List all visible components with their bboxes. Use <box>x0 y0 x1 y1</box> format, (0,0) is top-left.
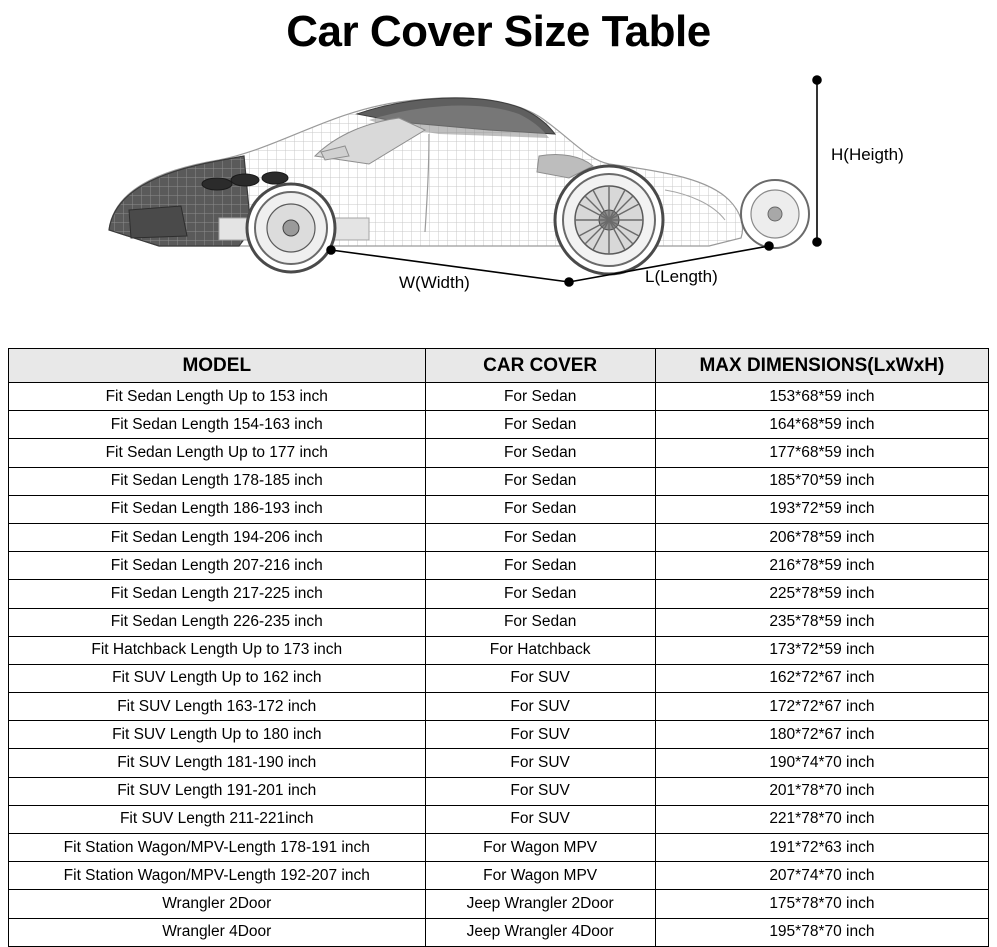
cell-car-cover: For Wagon MPV <box>425 834 655 862</box>
cell-max-dimensions: 164*68*59 inch <box>655 411 988 439</box>
car-dimension-diagram <box>0 60 997 305</box>
cell-max-dimensions: 153*68*59 inch <box>655 383 988 411</box>
width-label: W(Width) <box>398 273 470 293</box>
cell-model: Fit Sedan Length 207-216 inch <box>9 552 426 580</box>
cell-model: Fit SUV Length Up to 180 inch <box>9 721 426 749</box>
column-header-max-dimensions: MAX DIMENSIONS(LxWxH) <box>655 349 988 383</box>
table-row <box>9 608 989 636</box>
far-wheel <box>741 180 809 248</box>
cell-max-dimensions: 235*78*59 inch <box>655 608 988 636</box>
cell-model: Fit Sedan Length 154-163 inch <box>9 411 426 439</box>
cell-max-dimensions: 221*78*70 inch <box>655 805 988 833</box>
table-row <box>9 439 989 467</box>
cell-max-dimensions: 191*72*63 inch <box>655 834 988 862</box>
table-row <box>9 523 989 551</box>
cell-max-dimensions: 195*78*70 inch <box>655 918 988 946</box>
cell-car-cover: For SUV <box>425 777 655 805</box>
cell-model: Fit Sedan Length 226-235 inch <box>9 608 426 636</box>
cell-max-dimensions: 206*78*59 inch <box>655 523 988 551</box>
table-row <box>9 862 989 890</box>
table-row <box>9 664 989 692</box>
size-table-container <box>8 348 989 943</box>
cell-model: Fit Sedan Length 194-206 inch <box>9 523 426 551</box>
cell-max-dimensions: 225*78*59 inch <box>655 580 988 608</box>
cell-car-cover: For Sedan <box>425 411 655 439</box>
cell-car-cover: For SUV <box>425 749 655 777</box>
cell-model: Fit Sedan Length Up to 177 inch <box>9 439 426 467</box>
table-header-row <box>9 349 989 383</box>
table-row <box>9 636 989 664</box>
cell-model: Fit Hatchback Length Up to 173 inch <box>9 636 426 664</box>
table-row <box>9 552 989 580</box>
cell-model: Fit Sedan Length 178-185 inch <box>9 467 426 495</box>
length-label: L(Length) <box>644 267 718 287</box>
car-diagram-svg <box>69 60 929 300</box>
column-header-model: MODEL <box>9 349 426 383</box>
table-row <box>9 467 989 495</box>
cell-model: Fit Station Wagon/MPV-Length 178-191 inch <box>9 834 426 862</box>
table-body <box>9 383 989 947</box>
cell-car-cover: For Sedan <box>425 552 655 580</box>
cell-model: Fit Sedan Length 217-225 inch <box>9 580 426 608</box>
page-title: Car Cover Size Table <box>286 7 711 56</box>
cell-model: Fit SUV Length 191-201 inch <box>9 777 426 805</box>
cell-car-cover: For Sedan <box>425 439 655 467</box>
table-row <box>9 918 989 946</box>
cell-car-cover: For Sedan <box>425 523 655 551</box>
table-row <box>9 777 989 805</box>
cell-max-dimensions: 180*72*67 inch <box>655 721 988 749</box>
cell-car-cover: For SUV <box>425 721 655 749</box>
cell-model: Fit SUV Length Up to 162 inch <box>9 664 426 692</box>
cell-car-cover: For Sedan <box>425 608 655 636</box>
table-row <box>9 749 989 777</box>
cell-max-dimensions: 172*72*67 inch <box>655 693 988 721</box>
rear-wheel <box>555 166 663 274</box>
size-table <box>8 348 989 947</box>
front-wheel <box>247 184 335 272</box>
table-row <box>9 693 989 721</box>
cell-max-dimensions: 177*68*59 inch <box>655 439 988 467</box>
table-row <box>9 580 989 608</box>
cell-car-cover: For Sedan <box>425 467 655 495</box>
table-row <box>9 834 989 862</box>
cell-car-cover: For Sedan <box>425 383 655 411</box>
cell-car-cover: Jeep Wrangler 2Door <box>425 890 655 918</box>
table-row <box>9 805 989 833</box>
cell-max-dimensions: 201*78*70 inch <box>655 777 988 805</box>
table-header <box>9 349 989 383</box>
cell-max-dimensions: 216*78*59 inch <box>655 552 988 580</box>
cell-max-dimensions: 190*74*70 inch <box>655 749 988 777</box>
cell-car-cover: For SUV <box>425 805 655 833</box>
cell-model: Fit SUV Length 163-172 inch <box>9 693 426 721</box>
cell-car-cover: For SUV <box>425 693 655 721</box>
table-row <box>9 383 989 411</box>
cell-model: Fit Sedan Length Up to 153 inch <box>9 383 426 411</box>
height-dimension <box>813 76 821 246</box>
car-body-group <box>109 98 809 274</box>
table-row <box>9 721 989 749</box>
cell-model: Wrangler 4Door <box>9 918 426 946</box>
cell-max-dimensions: 185*70*59 inch <box>655 467 988 495</box>
cell-model: Fit SUV Length 211-221inch <box>9 805 426 833</box>
cell-max-dimensions: 162*72*67 inch <box>655 664 988 692</box>
cell-model: Wrangler 2Door <box>9 890 426 918</box>
cell-model: Fit Sedan Length 186-193 inch <box>9 495 426 523</box>
cell-max-dimensions: 207*74*70 inch <box>655 862 988 890</box>
cell-max-dimensions: 193*72*59 inch <box>655 495 988 523</box>
table-row <box>9 890 989 918</box>
column-header-car-cover: CAR COVER <box>425 349 655 383</box>
cell-model: Fit Station Wagon/MPV-Length 192-207 inch <box>9 862 426 890</box>
table-row <box>9 495 989 523</box>
cell-car-cover: For Sedan <box>425 495 655 523</box>
cell-car-cover: For Sedan <box>425 580 655 608</box>
table-row <box>9 411 989 439</box>
cell-model: Fit SUV Length 181-190 inch <box>9 749 426 777</box>
cell-max-dimensions: 173*72*59 inch <box>655 636 988 664</box>
cell-car-cover: For Hatchback <box>425 636 655 664</box>
height-label: H(Heigth) <box>830 145 904 165</box>
cell-car-cover: Jeep Wrangler 4Door <box>425 918 655 946</box>
cell-max-dimensions: 175*78*70 inch <box>655 890 988 918</box>
cell-car-cover: For SUV <box>425 664 655 692</box>
cell-car-cover: For Wagon MPV <box>425 862 655 890</box>
